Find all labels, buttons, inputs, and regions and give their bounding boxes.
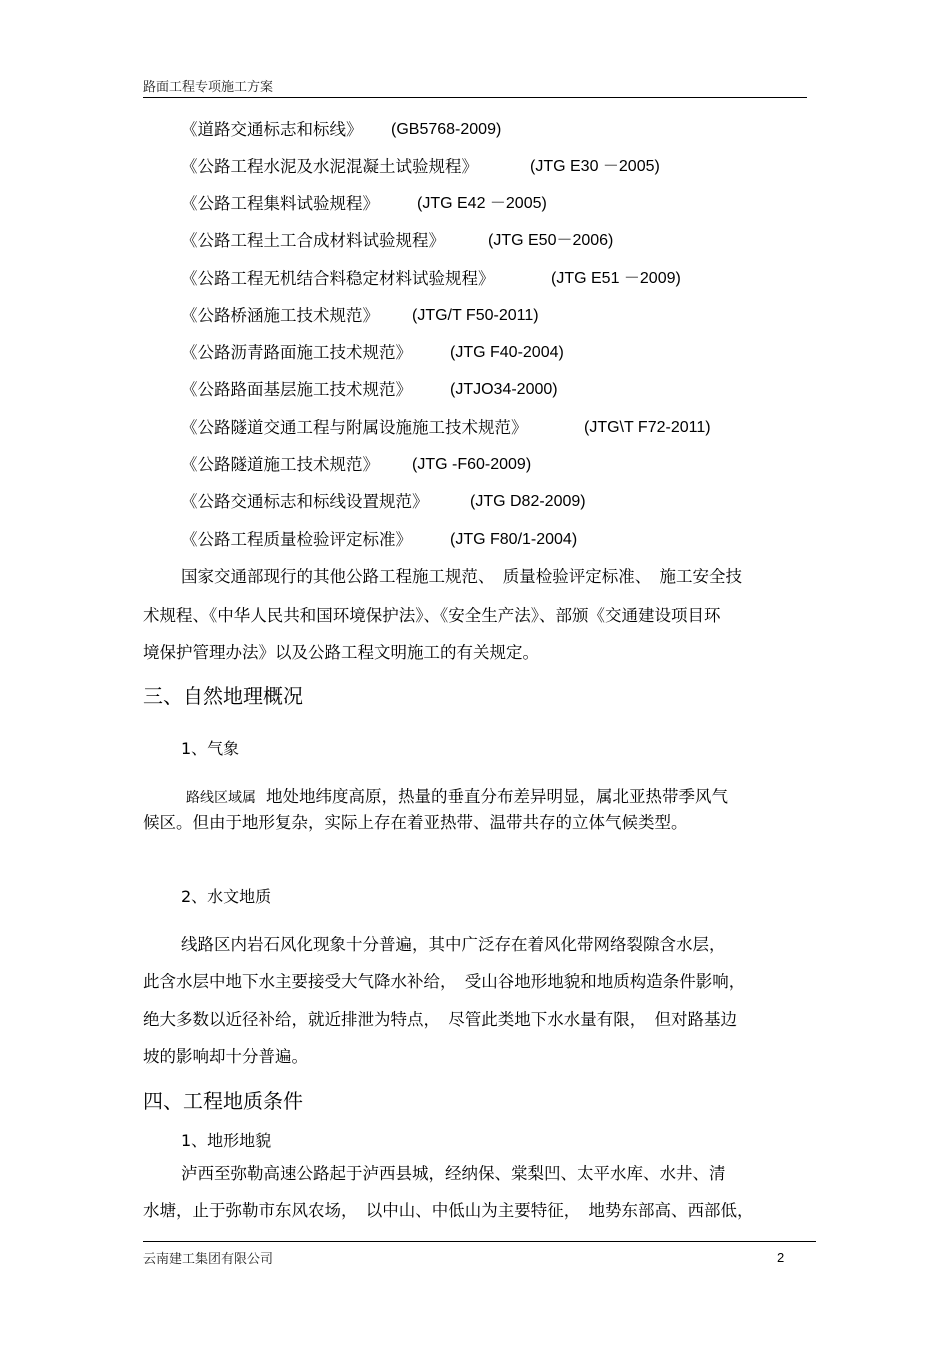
body-text bbox=[186, 786, 728, 809]
standard-item bbox=[181, 491, 586, 513]
standard-name: 《公路隧道交通工程与附属设施施工技术规范》 bbox=[181, 418, 528, 437]
standard-item bbox=[181, 305, 539, 327]
standard-code: (JTG -F60-2009) bbox=[412, 456, 532, 473]
standard-item bbox=[181, 454, 532, 476]
body-text: 线路区内岩石风化现象十分普遍，其中广泛存在着风化带网络裂隙含水层， bbox=[181, 935, 726, 954]
standard-name: 《公路工程质量检验评定标准》 bbox=[181, 530, 412, 549]
standard-name: 《公路工程水泥及水泥混凝土试验规程》 bbox=[181, 157, 478, 176]
standard-item bbox=[181, 156, 660, 178]
body-text: 水塘，止于弥勒市东风农场， 以中山、中低山为主要特征， 地势东部高、西部低， bbox=[143, 1201, 754, 1220]
section-heading: 四、工程地质条件 bbox=[143, 1089, 303, 1113]
standard-item bbox=[181, 379, 558, 401]
standard-item bbox=[181, 417, 711, 439]
body-text: 境保护管理办法》以及公路工程文明施工的有关规定。 bbox=[143, 643, 539, 662]
standard-item bbox=[181, 268, 681, 290]
body-text: 泸西至弥勒高速公路起于泸西县城，经纳保、棠梨凹、太平水库、水井、清 bbox=[181, 1164, 726, 1183]
standard-name: 《公路工程土工合成材料试验规程》 bbox=[181, 231, 445, 250]
subsection-heading: 1、气象 bbox=[181, 739, 240, 758]
subsection-heading: 1、地形地貌 bbox=[181, 1131, 272, 1150]
standard-item bbox=[181, 342, 564, 364]
body-text: 国家交通部现行的其他公路工程施工规范、 质量检验评定标准、 施工安全技 bbox=[181, 567, 742, 586]
standard-item bbox=[181, 193, 547, 215]
body-text: 术规程、《中华人民共和国环境保护法》、《安全生产法》、部颁《交通建设项目环 bbox=[143, 606, 721, 625]
standard-name: 《道路交通标志和标线》 bbox=[181, 120, 363, 139]
standard-name: 《公路隧道施工技术规范》 bbox=[181, 455, 379, 474]
standard-name: 《公路交通标志和标线设置规范》 bbox=[181, 492, 429, 511]
standard-code: (GB5768-2009) bbox=[391, 121, 502, 138]
standard-name: 《公路沥青路面施工技术规范》 bbox=[181, 343, 412, 362]
standard-code: (JTG/T F50-2011) bbox=[412, 307, 539, 324]
climate-prefix: 路线区域属 bbox=[186, 790, 256, 806]
standard-name: 《公路工程集料试验规程》 bbox=[181, 194, 379, 213]
standard-code: (JTG E50－2006) bbox=[488, 232, 614, 249]
standard-name: 《公路路面基层施工技术规范》 bbox=[181, 380, 412, 399]
page-number: 2 bbox=[777, 1250, 785, 1265]
body-text: 候区。但由于地形复杂，实际上存在着亚热带、温带共存的立体气候类型。 bbox=[143, 813, 688, 832]
standard-code: (JTG D82-2009) bbox=[470, 493, 586, 510]
body-text: 坡的影响却十分普遍。 bbox=[143, 1047, 308, 1066]
climate-text: 地处地纬度高原，热量的垂直分布差异明显，属北亚热带季风气 bbox=[266, 787, 728, 806]
standard-code: (JTG F40-2004) bbox=[450, 344, 564, 361]
footer-company: 云南建工集团有限公司 bbox=[143, 1252, 274, 1267]
subsection-heading: 2、水文地质 bbox=[181, 887, 272, 906]
standard-item bbox=[181, 119, 502, 141]
standard-code: (JTG E30 －2005) bbox=[530, 158, 660, 175]
standard-code: (JTG\T F72-2011) bbox=[584, 419, 711, 436]
body-text: 此含水层中地下水主要接受大气降水补给， 受山谷地形地貌和地质构造条件影响， bbox=[143, 972, 746, 991]
standard-item bbox=[181, 529, 578, 551]
standard-code: (JTJO34-2000) bbox=[450, 381, 558, 398]
section-heading: 三、自然地理概况 bbox=[143, 684, 303, 708]
page-header-title: 路面工程专项施工方案 bbox=[143, 80, 274, 95]
header-rule bbox=[143, 97, 807, 98]
standard-code: (JTG E42 －2005) bbox=[417, 195, 547, 212]
standard-item bbox=[181, 230, 614, 252]
standard-name: 《公路工程无机结合料稳定材料试验规程》 bbox=[181, 269, 495, 288]
footer-rule bbox=[143, 1241, 816, 1242]
standard-name: 《公路桥涵施工技术规范》 bbox=[181, 306, 379, 325]
standard-code: (JTG F80/1-2004) bbox=[450, 531, 578, 548]
body-text: 绝大多数以近径补给，就近排泄为特点， 尽管此类地下水水量有限， 但对路基边 bbox=[143, 1010, 737, 1029]
standard-code: (JTG E51 －2009) bbox=[551, 270, 681, 287]
